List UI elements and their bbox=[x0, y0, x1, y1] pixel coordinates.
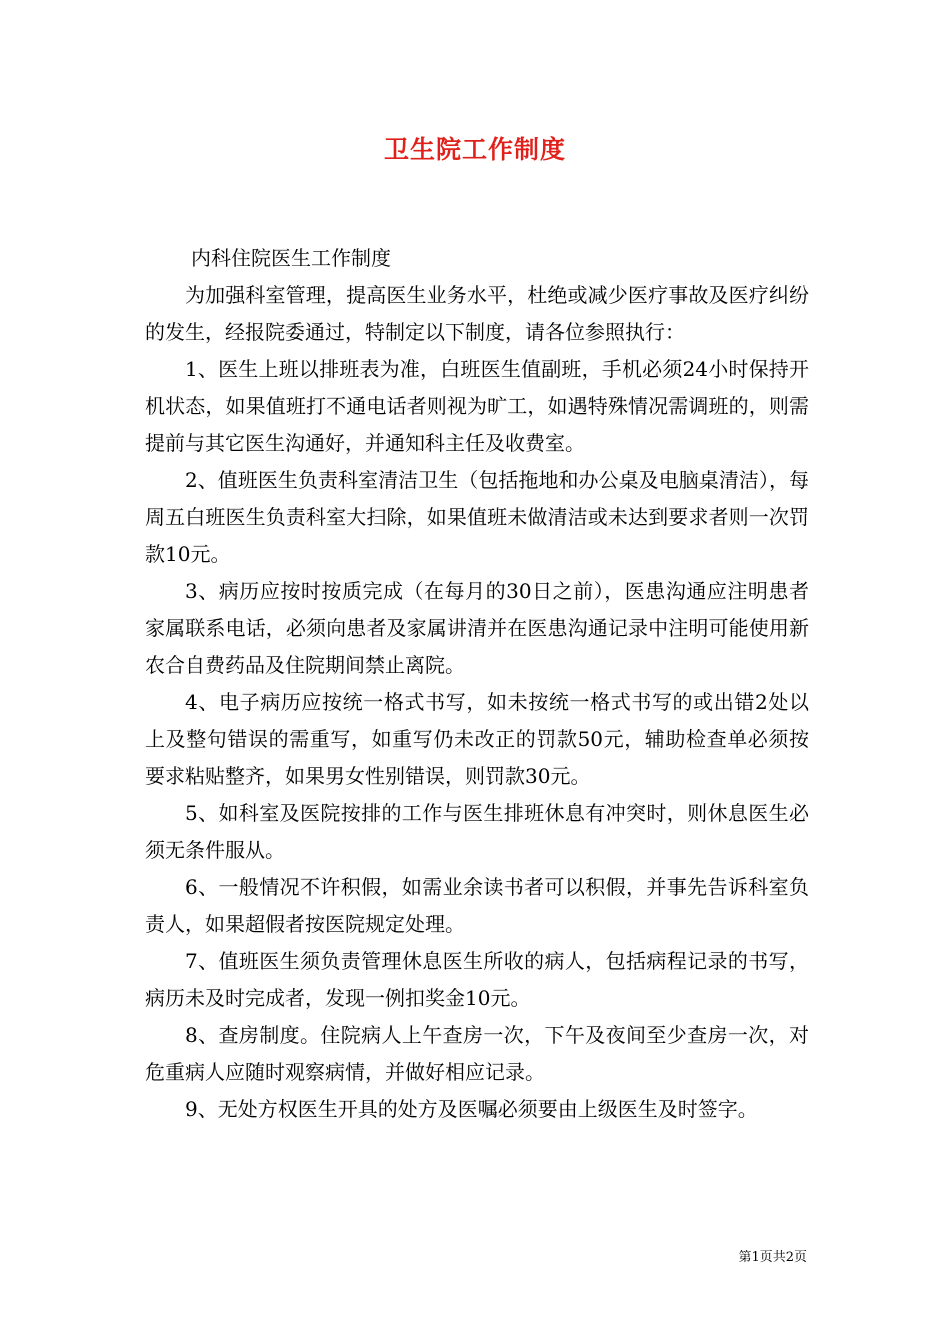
rule-item-6: 6、一般情况不许积假，如需业余读书者可以积假，并事先告诉科室负责人，如果超假者按医院规定处理。 bbox=[145, 875, 809, 936]
rule-item-3: 3、病历应按时按质完成（在每月的30日之前），医患沟通应注明患者家属联系电话，必须向患者及家属讲清并在医患沟通记录中注明可能使用新农合自费药品及住院期间禁止离院。 bbox=[145, 579, 809, 677]
rule-item-2: 2、值班医生负责科室清洁卫生（包括拖地和办公桌及电脑桌清洁），每周五白班医生负责科室大扫除，如果值班未做清洁或未达到要求者则一次罚款10元。 bbox=[145, 468, 809, 566]
rule-item-9: 9、无处方权医生开具的处方及医嘱必须要由上级医生及时签字。 bbox=[185, 1097, 758, 1121]
section-heading: 内科住院医生工作制度 bbox=[191, 246, 391, 270]
rule-item-4: 4、电子病历应按统一格式书写，如未按统一格式书写的或出错2处以上及整句错误的需重写，如重写仍未改正的罚款50元，辅助检查单必须按要求粘贴整齐，如果男女性别错误，则罚款30元。 bbox=[145, 690, 809, 788]
rule-item-8: 8、查房制度。住院病人上午查房一次，下午及夜间至少查房一次，对危重病人应随时观察病情，并做好相应记录。 bbox=[145, 1023, 809, 1084]
document-body bbox=[145, 240, 809, 1128]
document-title: 卫生院工作制度 bbox=[383, 135, 566, 164]
rule-item-5: 5、如科室及医院按排的工作与医生排班休息有冲突时，则休息医生必须无条件服从。 bbox=[145, 801, 809, 862]
intro-paragraph: 为加强科室管理，提高医生业务水平，杜绝或减少医疗事故及医疗纠纷的发生，经报院委通过，特制定以下制度，请各位参照执行： bbox=[145, 283, 809, 344]
rule-item-1: 1、医生上班以排班表为准，白班医生值副班，手机必须24小时保持开机状态，如果值班打不通电话者则视为旷工，如遇特殊情况需调班的，则需提前与其它医生沟通好，并通知科主任及收费室。 bbox=[145, 357, 809, 455]
page-number: 第1页共2页 bbox=[738, 1250, 807, 1265]
rule-item-7: 7、值班医生须负责管理休息医生所收的病人，包括病程记录的书写，病历未及时完成者，发现一例扣奖金10元。 bbox=[145, 949, 809, 1010]
